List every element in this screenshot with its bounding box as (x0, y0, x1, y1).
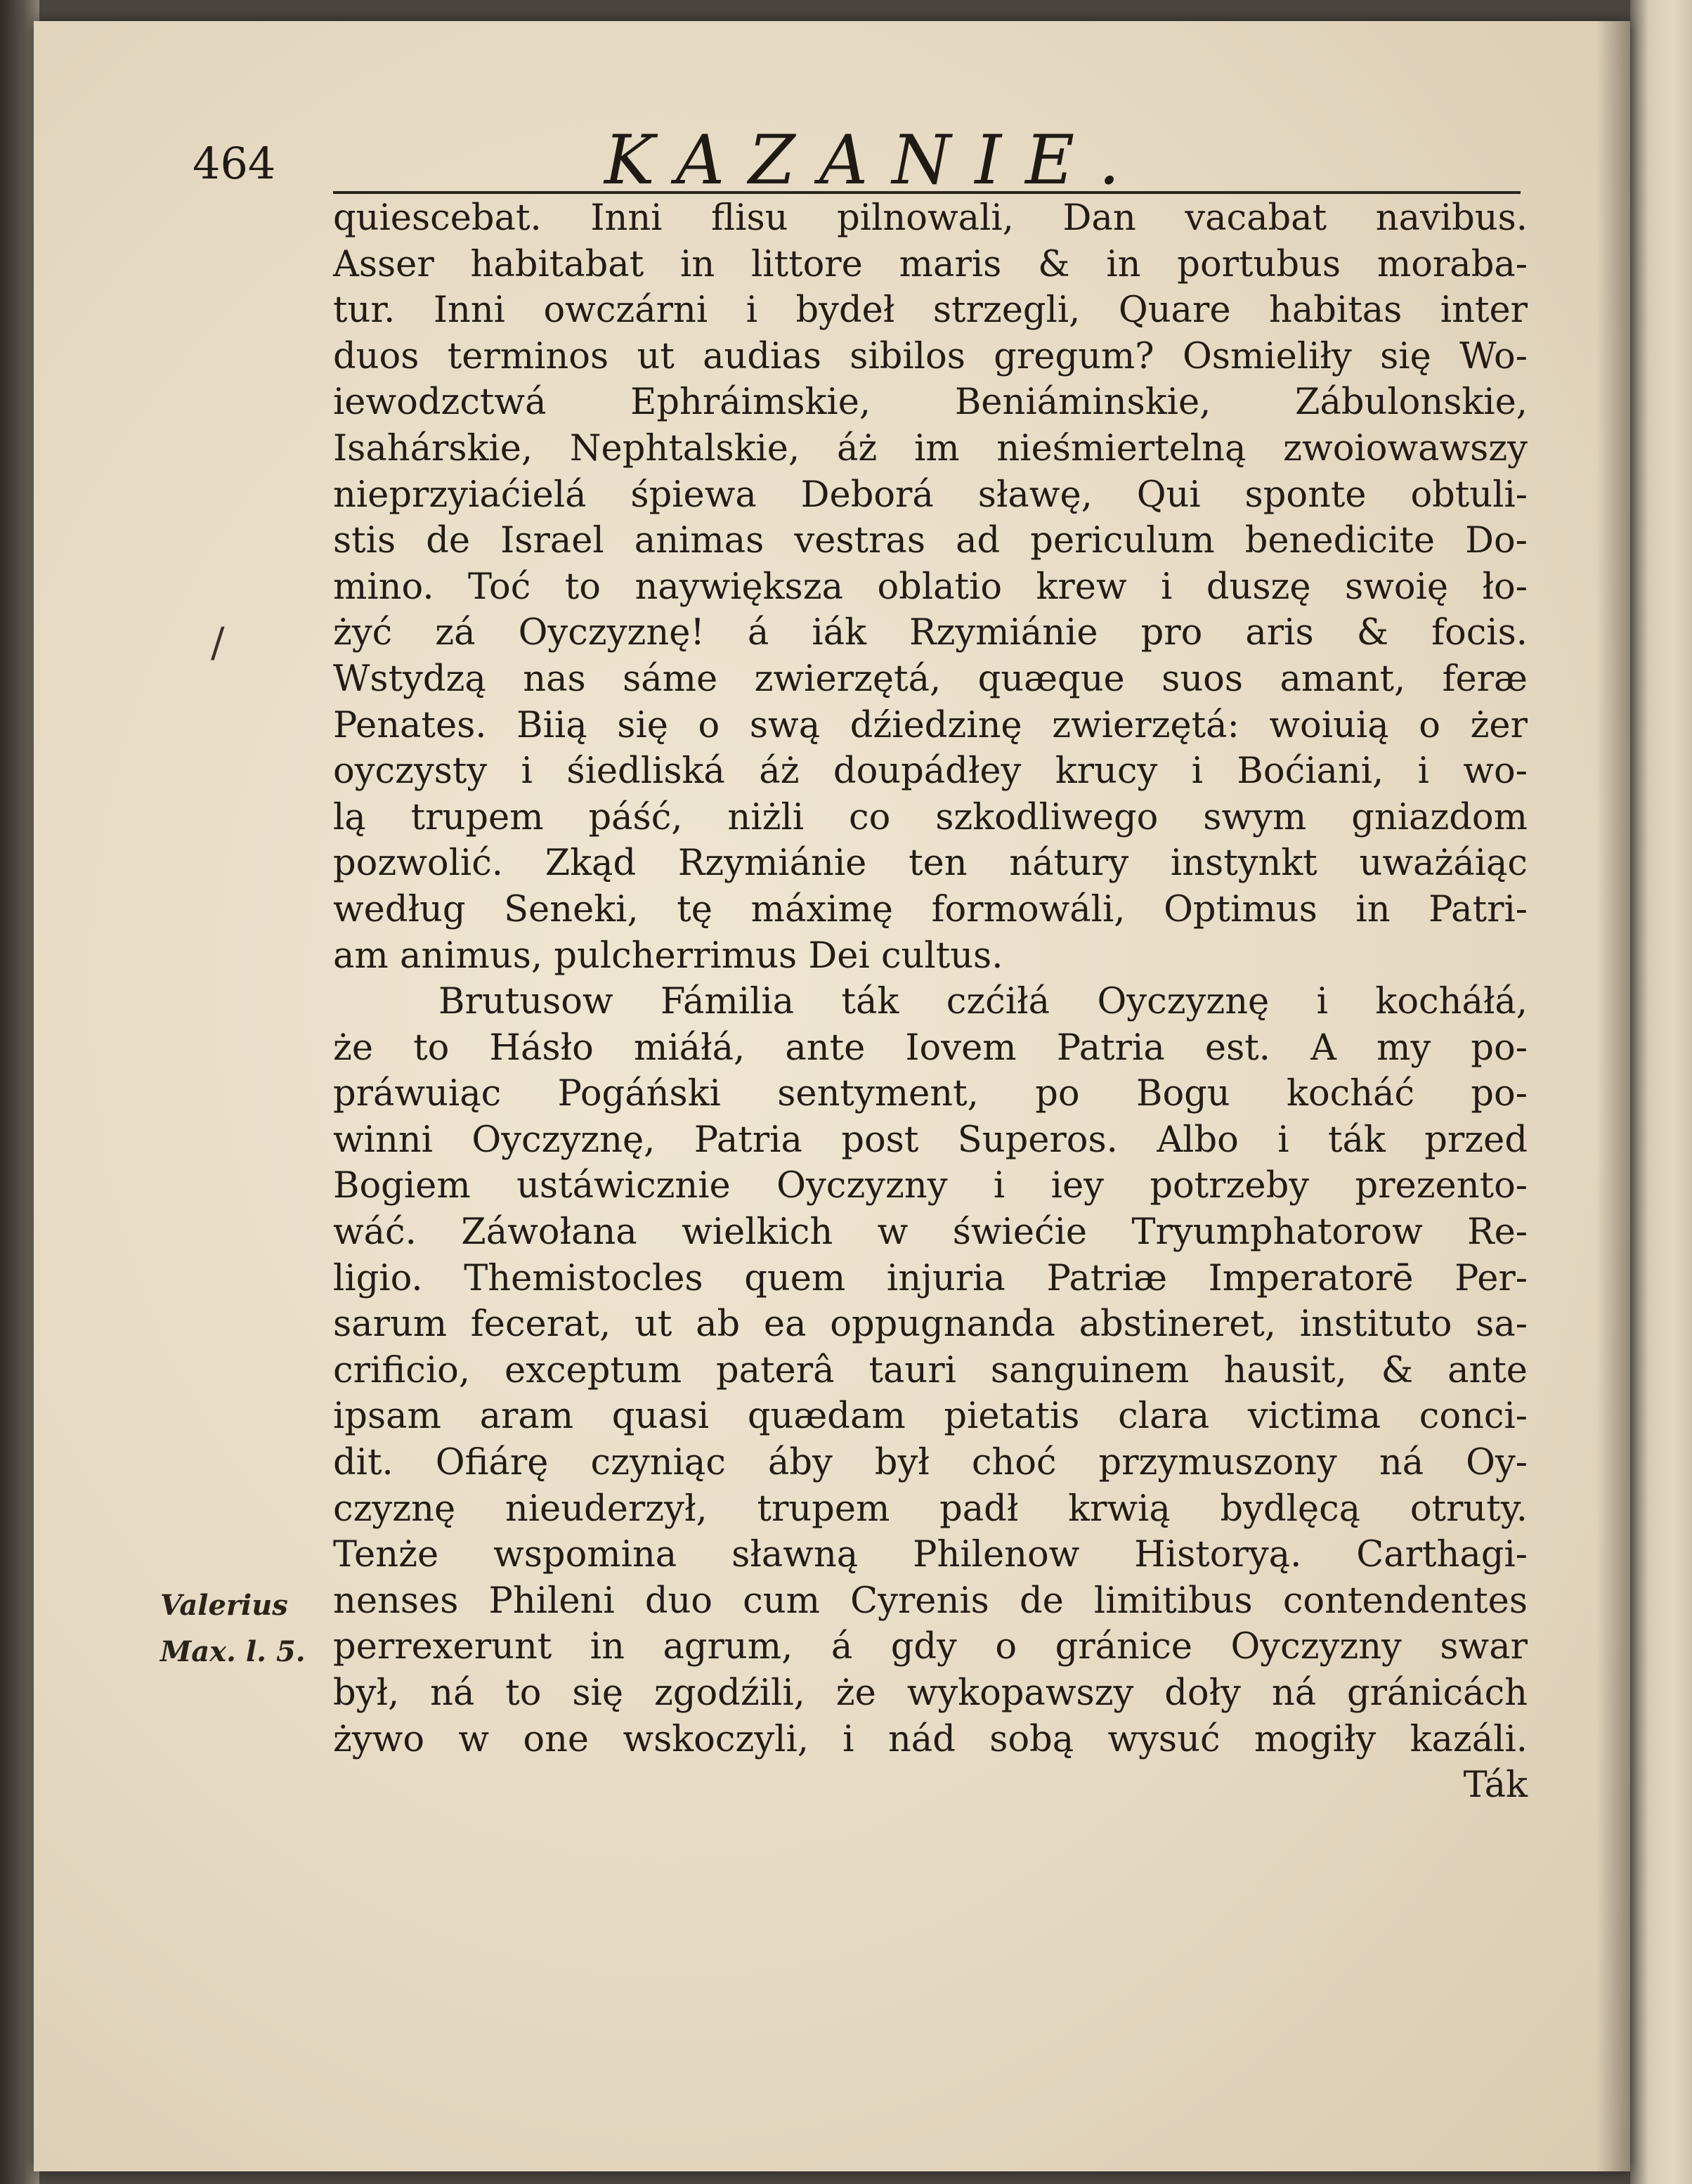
text-line: ligio. Themistocles quem injuria Patriæ Imperatorē Per- (333, 1257, 1528, 1299)
text-line: Isahárskie, Nephtalskie, áż im nieśmiertelną zwoiowawszy (333, 427, 1528, 469)
text-line: Penates. Biią się o swą dźiedzinę zwierzętá: woiuią o żer (333, 704, 1528, 746)
text-line: był, ná to się zgodźili, że wykopawszy doły ná gránicách (333, 1672, 1528, 1714)
marginal-note (160, 1582, 306, 1675)
text-line: duos terminos ut audias sibilos gregum? Osmieliły się Wo- (333, 335, 1528, 377)
text-line: perrexerunt in agrum, á gdy o gránice Oyczyzny swar (333, 1626, 1528, 1668)
text-line: czyznę nieuderzył, trupem padł krwią bydlęcą otruty. (333, 1488, 1528, 1530)
text-line: práwuiąc Pogáński sentyment, po Bogu kocháć po- (333, 1073, 1528, 1115)
marginal-note-line: Max. l. 5. (160, 1635, 306, 1668)
sermon-text (333, 195, 1528, 1809)
page-number: 464 (193, 138, 276, 189)
text-line: żyć zá Oyczyznę! á iák Rzymiánie pro aris & focis. (333, 612, 1528, 654)
text-line: nieprzyiaćielá śpiewa Deborá sławę, Qui sponte obtuli- (333, 474, 1528, 516)
page-fold-shadow (1596, 21, 1630, 2171)
text-line: Tenże wspomina sławną Philenow Historyą. Carthagi- (333, 1534, 1528, 1576)
text-line: Wstydzą nas sáme zwierzętá, quæque suos amant, feræ (333, 658, 1528, 700)
text-line: tur. Inni owczárni i bydeł strzegli, Quare habitas inter (333, 290, 1528, 332)
text-line: dit. Ofiárę czyniąc áby był choć przymuszony ná Oy- (333, 1442, 1528, 1484)
text-line: stis de Israel animas vestras ad periculum benedicite Do- (333, 520, 1528, 562)
text-line: że to Hásło miáłá, ante Iovem Patria est. A my po- (333, 1027, 1528, 1069)
text-line: am animus, pulcherrimus Dei cultus. (333, 935, 1003, 977)
adjacent-page-edge (1630, 0, 1692, 2184)
ink-mark: / (211, 618, 225, 666)
running-title: KAZANIE. (604, 121, 1144, 200)
text-line: quiescebat. Inni flisu pilnowali, Dan vacabat navibus. (333, 197, 1528, 239)
marginal-note-line: Valerius (160, 1589, 288, 1622)
text-line: lą trupem páść, niżli co szkodliwego swym gniazdom (333, 796, 1528, 838)
text-line: ipsam aram quasi quædam pietatis clara victima conci- (333, 1396, 1528, 1438)
catchword: Ták (1463, 1764, 1528, 1807)
text-line: Asser habitabat in littore maris & in portubus moraba- (333, 243, 1528, 285)
text-line: nenses Phileni duo cum Cyrenis de limitibus contendentes (333, 1580, 1528, 1622)
text-line: sarum fecerat, ut ab ea oppugnanda abstineret, instituto sa- (333, 1304, 1528, 1346)
text-line: winni Oyczyznę, Patria post Superos. Albo i ták przed (333, 1119, 1528, 1161)
text-line: pozwolić. Zkąd Rzymiánie ten nátury instynkt uważáiąc (333, 843, 1528, 885)
text-line: Brutusow Fámilia ták czćiłá Oyczyznę i kocháłá, (438, 981, 1528, 1023)
text-line: Bogiem ustáwicznie Oyczyzny i iey potrzeby prezento- (333, 1165, 1528, 1207)
text-line: żywo w one wskoczyli, i nád sobą wysuć mogiły kazáli. (333, 1718, 1528, 1760)
text-line: oyczysty i śiedliská áż doupádłey krucy i Boćiani, i wo- (333, 750, 1528, 793)
text-line: mino. Toć to naywiększa oblatio krew i duszę swoię ło- (333, 566, 1528, 608)
text-line: według Seneki, tę máximę formowáli, Optimus in Patri- (333, 888, 1528, 930)
text-line: crificio, exceptum paterâ tauri sanguinem hausit, & ante (333, 1349, 1528, 1391)
text-line: iewodzctwá Ephráimskie, Beniáminskie, Zábulonskie, (333, 382, 1528, 424)
text-line: wáć. Záwołana wielkich w świećie Tryumphatorow Re- (333, 1211, 1528, 1254)
header-rule (333, 191, 1521, 194)
